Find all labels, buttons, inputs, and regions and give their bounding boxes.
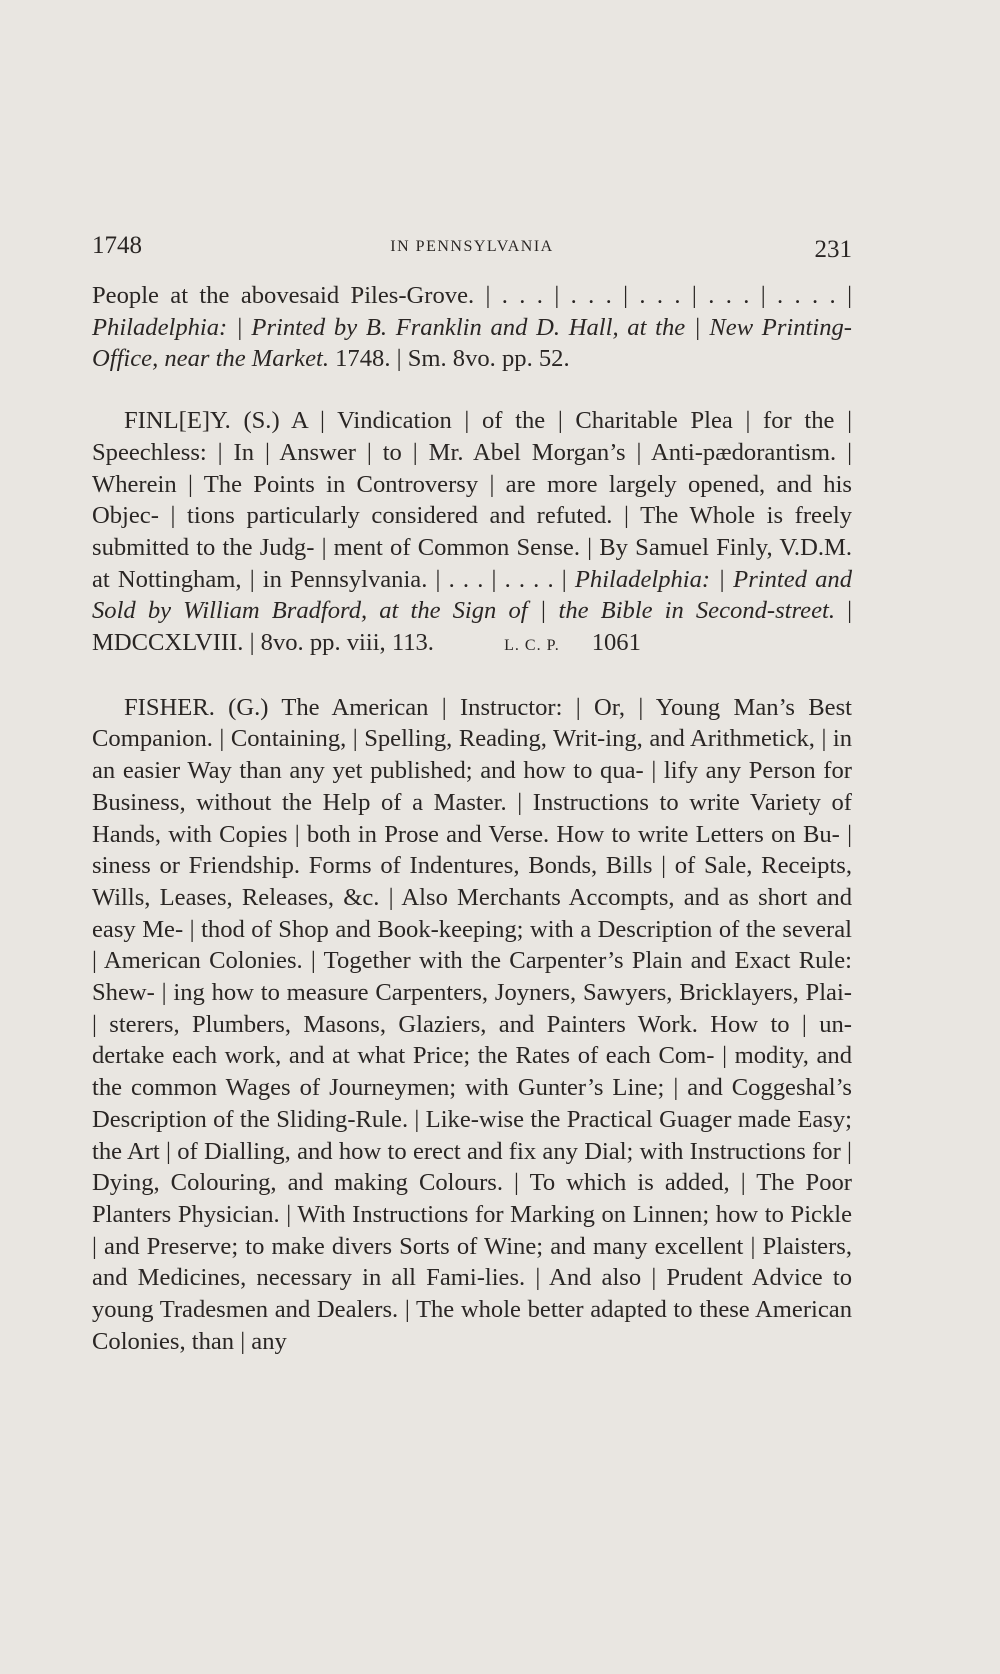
header-year: 1748: [92, 232, 142, 259]
entry-fisher: [92, 692, 852, 1358]
entry-text: People at the abovesaid Piles-Grove. | . . . | . . . | . . . | . . . | . . . . |: [92, 282, 852, 309]
entry-continuation: [92, 280, 852, 375]
running-title: IN PENNSYLVANIA: [390, 238, 554, 255]
entry-text: | MDCCXLVIII. | 8vo. pp. viii, 113.: [92, 597, 853, 657]
entry-text: 1748. | Sm. 8vo. pp. 52.: [328, 345, 570, 373]
entry-text: FINL[E]Y. (S.) A | Vindication | of the | Charitable Plea | for the | Speechless: | In | Answer | to | Mr. Abel Morgan’s | Anti-pædorantism. | Wherein | The Points in Controversy | are more largely opened, and his Objec- | tions particularly considered and refuted. | The Whole is freely submitted to the Judg- | ment of Common Sense. | By Samuel Finly, V.D.M. at Nottingham, | in Pennsylvania. | . . . | . . . . |: [92, 407, 852, 593]
page-number: 231: [814, 236, 852, 263]
entry-finley: [92, 405, 852, 662]
bibliography-text: [92, 280, 852, 1358]
imprint-text: Philadelphia: | Printed by B. Franklin and D. Hall, at the | New Printing-Office, near the Market.: [92, 313, 852, 373]
imprint-text: Philadelphia: | Printed and Sold by William Bradford, at the Sign of | the Bible in Second-street.: [92, 565, 853, 625]
library-location: L. C. P.: [504, 637, 560, 655]
entry-text: FISHER. (G.) The American | Instructor: | Or, | Young Man’s Best Companion. | Containing, | Spelling, Reading, Writ-ing, and Arithmetick, | in an easier Way than any yet published; and how to qua- | lify any Person for Business, without the Help of a Master. | Instructions to write Variety of Hands, with Copies | both in Prose and Verse. How to write Letters on Bu- | siness or Friendship. Forms of Indentures, Bonds, Bills | of Sale, Receipts, Wills, Leases, Releases, &c. | Also Merchants Accompts, and as short and easy Me- | thod of Shop and Book-keeping; with a Description of the several | American Colonies. | Together with the Carpenter’s Plain and Exact Rule: Shew- | ing how to measure Carpenters, Joyners, Sawyers, Bricklayers, Plai- | sterers, Plumbers, Masons, Glaziers, and Painters Work. How to | un-dertake each work, and at what Price; the Rates of each Com- | modity, and the common Wages of Journeymen; with Gunter’s Line; | and Coggeshal’s Description of the Sliding-Rule. | Like-wise the Practical Guager made Easy; the Art | of Dialling, and how to erect and fix any Dial; with Instructions for | Dying, Colouring, and making Colours. | To which is added, | The Poor Planters Physician. | With Instructions for Marking on Linnen; how to Pickle | and Preserve; to make divers Sorts of Wine; and many excellent | Plaisters, and Medicines, necessary in all Fami-lies. | And also | Prudent Advice to young Tradesmen and Dealers. | The whole better adapted to these American Colonies, than | any: [92, 693, 852, 1355]
running-header: [92, 232, 852, 272]
entry-number: 1061: [591, 629, 641, 657]
